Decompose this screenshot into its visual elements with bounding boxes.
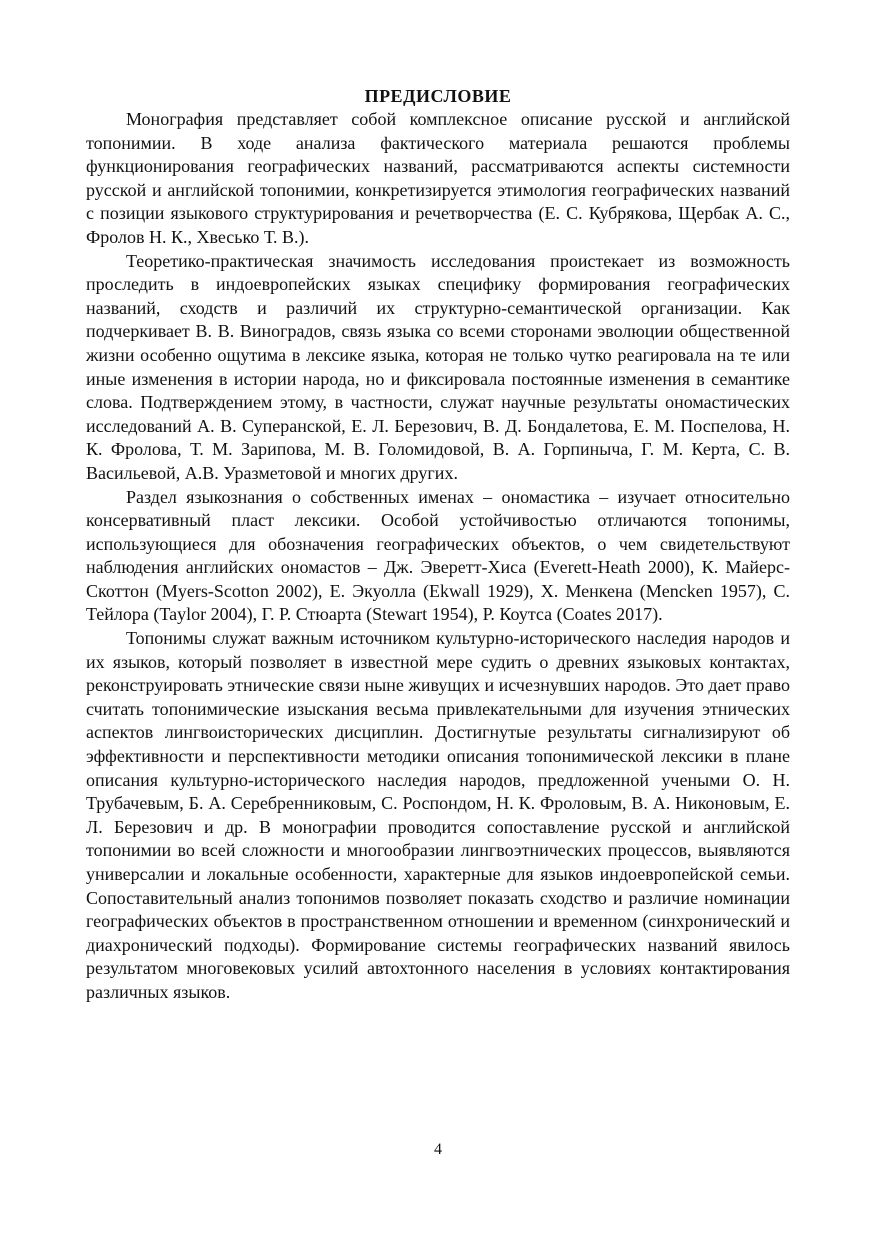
paragraph-4: Топонимы служат важным источником культурно-исторического наследия народов и их языков, который позволяет в известной мере судить о древних языковых контактах, реконструировать этнические связи ныне живущих и исчезнувших народов. Это дает право считать топонимические изыскания весьма привлекательными для изучения этнических аспектов лингвоисторических дисциплин. Достигнутые результаты сигнализируют об эффективности и перспективности методики описания топонимической лексики в плане описания культурно-исторического наследия народов, предложенной учеными О. Н. Трубачевым, Б. А. Серебренниковым, С. Роспондом, Н. К. Фроловым, В. А. Никоновым, Е. Л. Березович и др. В монографии проводится сопоставление русской и английской топонимии во всей сложности и многообразии лингвоэтнических процессов, выявляются универсалии и локальные особенности, характерные для языков индоевропейской семьи. Сопоставительный анализ топонимов позволяет показать сходство и различие номинации географических объектов в пространственном отношении и временном (синхронический и диахронический подходы). Формирование системы географических названий явилось результатом многовековых усилий автохтонного населения в условиях контактирования различных языков. xyxy=(86,628,790,1002)
paragraph-2: Теоретико-практическая значимость исследования проистекает из возможность проследить в индоевропейских языках специфику формирования географических названий, сходств и различий их структурно-семантической организации. Как подчеркивает В. В. Виноградов, связь языка со всеми сторонами эволюции общественной жизни особенно ощутима в лексике языка, которая не только чутко реагировала на те или иные изменения в истории народа, но и фиксировала постоянные изменения в семантике слова. Подтверждением этому, в частности, служат научные результаты ономастических исследований А. В. Суперанской, Е. Л. Березович, В. Д. Бондалетова, Е. М. Поспелова, Н. К. Фролова, Т. М. Зарипова, М. В. Голомидовой, В. А. Горпиныча, Г. М. Керта, С. В. Васильевой, А.В. Уразметовой и многих других. xyxy=(86,250,790,483)
page-title: ПРЕДИСЛОВИЕ xyxy=(364,86,512,106)
body-text xyxy=(86,108,790,1005)
paragraph-3: Раздел языкознания о собственных именах – ономастика – изучает относительно консервативный пласт лексики. Особой устойчивостью отличаются топонимы, использующиеся для обозначения географических объектов, о чем свидетельствуют наблюдения английских ономастов – Дж. Эверетт-Хиса (Everett-Heath 2000), К. Майерс-Скоттон (Myers-Scotton 2002), Е. Экуолла (Ekwall 1929), Х. Менкена (Mencken 1957), С. Тейлора (Taylor 2004), Г. Р. Стюарта (Stewart 1954), Р. Коутса (Coates 2017). xyxy=(86,486,790,625)
page-number: 4 xyxy=(434,1141,442,1158)
paragraph-1: Монография представляет собой комплексное описание русской и английской топонимии. В ходе анализа фактического материала решаются проблемы функционирования географических названий, рассматриваются аспекты системности русской и английской топонимии, конкретизируется этимология географических названий с позиции языкового структурирования и речетворчества (Е. С. Кубрякова, Щербак А. С., Фролов Н. К., Хвесько Т. В.). xyxy=(86,109,790,247)
